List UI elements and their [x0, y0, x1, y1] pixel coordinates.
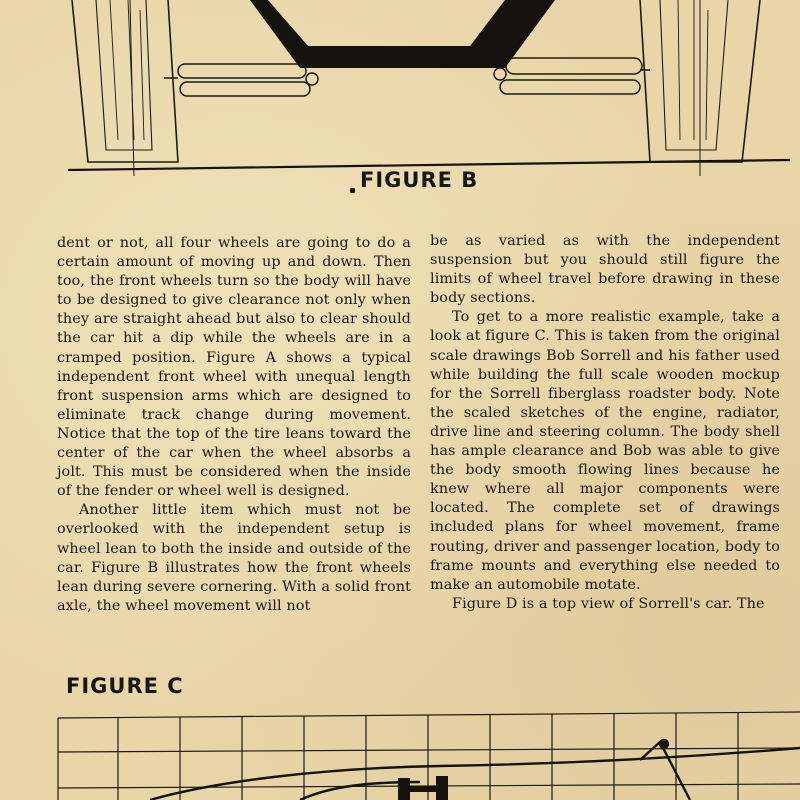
right-paragraph-3: Figure D is a top view of Sorrell's car. The: [452, 595, 765, 612]
right-text-column: [430, 232, 780, 614]
left-wheel-illustration: [72, 0, 178, 176]
figure-b-caption: FIGURE B: [360, 168, 479, 192]
left-paragraph-1: dent or not, all four wheels are going to do a certain amount of moving up and down. Then too, the front wheels turn so the body will have to be designed to give clearance not only when they are straight ahead but also to clear should the car hit a dip while the wheels are in a cramped position. Figure A shows a typical independent front wheel with unequal length front suspension arms which are designed to eliminate track change during movement. Notice that the top of the tire leans toward the center of the car when the wheel absorbs a jolt. This must be considered when the inside of the fender or wheel well is designed.: [57, 235, 411, 500]
caption-bullet: [350, 188, 355, 193]
figure-b-drawing: [0, 0, 800, 180]
right-paragraph-2: To get to a more realistic example, take a look at figure C. This is taken from the original scale drawings Bob Sorrell and his father used while building the full scale wooden mockup for the Sorrell fiberglass roadster body. Note the scaled sketches of the engine, radiator, drive line and steering column. The body shell has ample clearance and Bob was able to give the body smooth flowing lines because he knew where all major components were located. The complete set of drawings included plans for wheel movement, frame routing, driver and passenger location, body to frame mounts and everything else needed to make an automobile motate.: [430, 309, 780, 593]
left-paragraph-2: Another little item which must not be overlooked with the independent setup is wheel lean to both the inside and outside of the car. Figure B illustrates how the front wheels lean during severe cornering. With a solid front axle, the wheel movement will not: [57, 502, 411, 614]
right-paragraph-1: be as varied as with the independent suspension but you should still figure the limits of wheel travel before drawing in these body sections.: [430, 233, 780, 307]
right-wheel-illustration: [640, 0, 760, 176]
figure-c-drawing: [0, 700, 800, 800]
left-text-column: [57, 234, 411, 616]
engine-sketch: [398, 776, 448, 800]
frame-crossmember: [250, 0, 555, 68]
figure-c-caption: FIGURE C: [66, 674, 184, 698]
